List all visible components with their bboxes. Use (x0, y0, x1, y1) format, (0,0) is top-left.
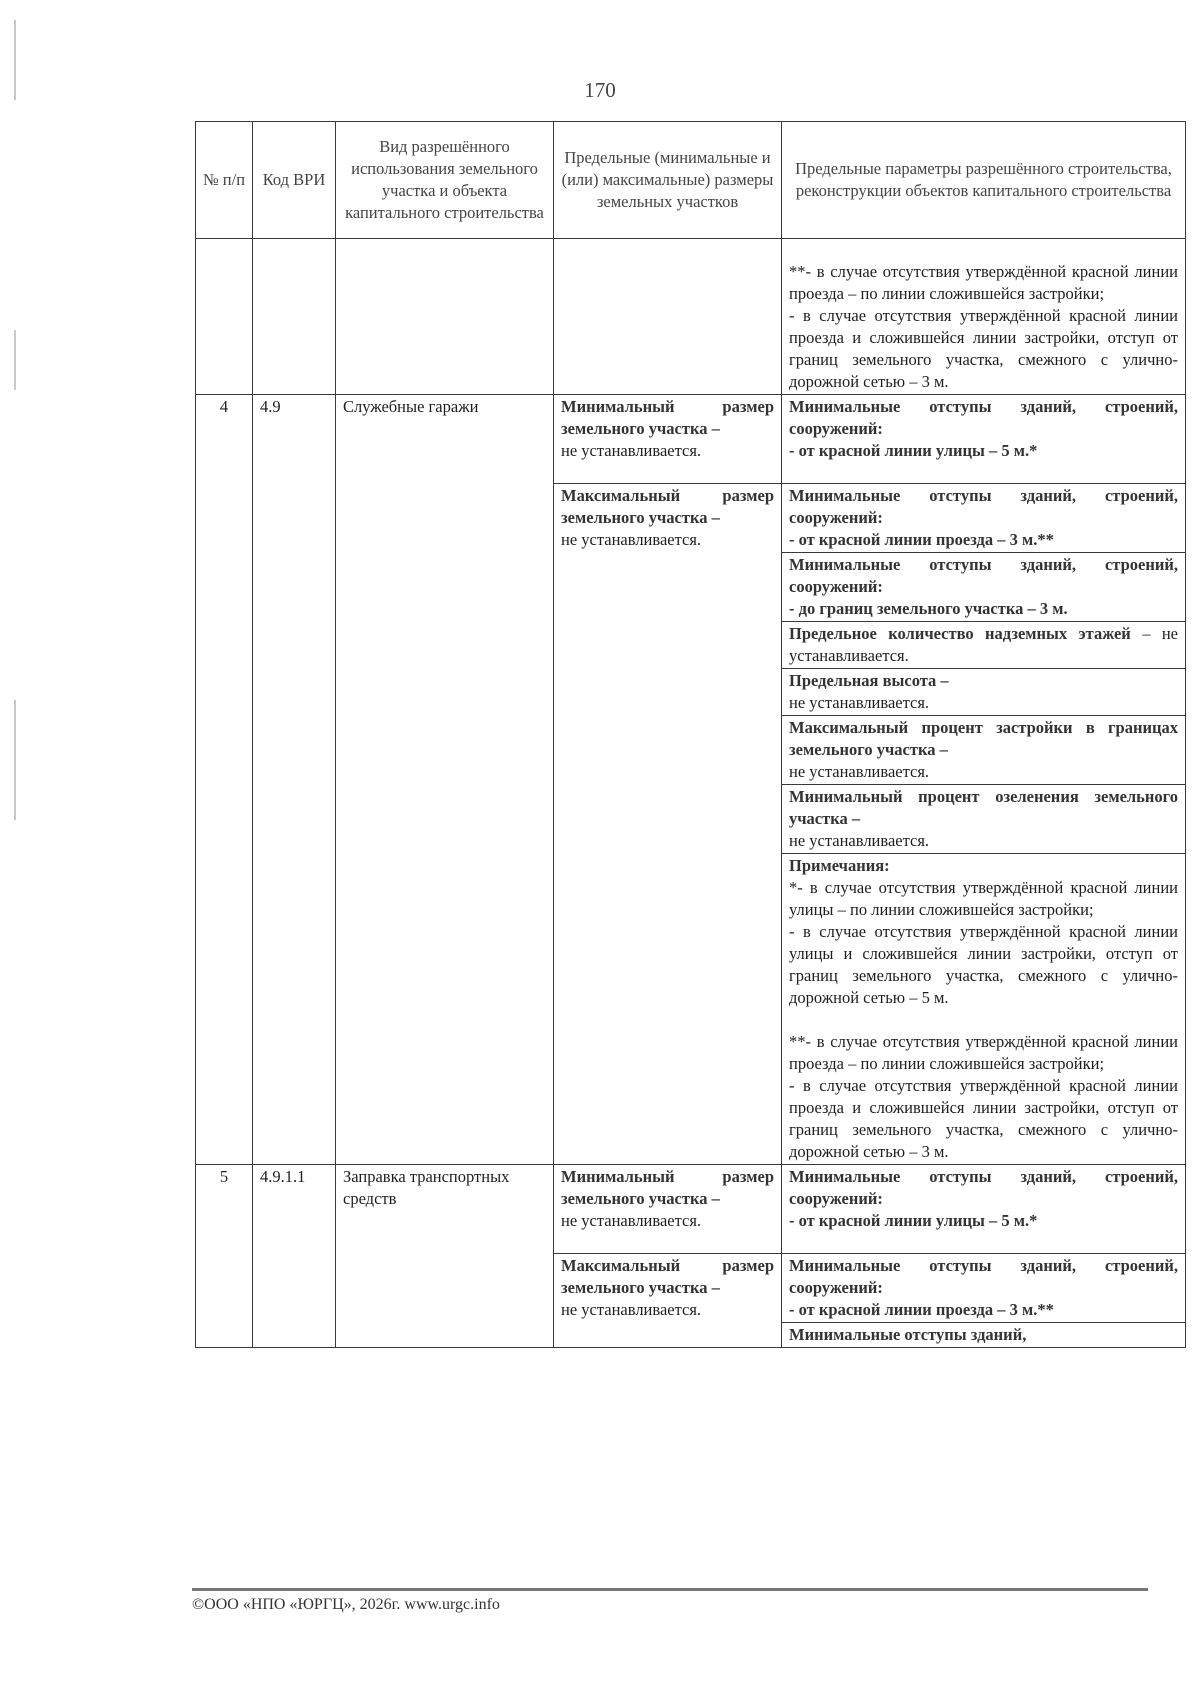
param-floors: Предельное количество надземных этажей – не устанавливается. (782, 622, 1186, 669)
header-size: Предельные (минимальные и (или) максимальные) размеры земельных участков (554, 122, 782, 239)
max-size-cell: Максимальный размер земельного участка – не устанавливается. (554, 484, 782, 1165)
note-text: - в случае отсутствия утверждённой красной линии проезда и сложившейся линии застройки, отступ от границ земельного участка, смежного с улично-дорожной сетью – 3 м. (789, 306, 1178, 391)
header-type: Вид разрешённого использования земельного участка и объекта капитального строительства (336, 122, 554, 239)
table-row (196, 395, 1186, 484)
param-setback-street: Минимальные отступы зданий, строений, сооружений: - от красной линии улицы – 5 м.* (782, 395, 1186, 484)
note-text: **- в случае отсутствия утверждённой красной линии проезда – по линии сложившейся застройки; (789, 262, 1178, 303)
param-setback-driveway: Минимальные отступы зданий, строений, сооружений: - от красной линии проезда – 3 м.** (782, 1254, 1186, 1323)
param-setback-driveway: Минимальные отступы зданий, строений, сооружений: - от красной линии проезда – 3 м.** (782, 484, 1186, 553)
min-size-cell: Минимальный размер земельного участка – не устанавливается. (554, 1165, 782, 1254)
footer-divider (192, 1588, 1148, 1591)
row-name: Заправка транспортных средств (336, 1165, 554, 1348)
header-code: Код ВРИ (253, 122, 336, 239)
param-setback-street: Минимальные отступы зданий, строений, сооружений: - от красной линии улицы – 5 м.* (782, 1165, 1186, 1254)
row-number: 4 (196, 395, 253, 1165)
footer-copyright: ©ООО «НПО «ЮРГЦ», 2026г. www.urgc.info (192, 1596, 500, 1613)
param-setback-border: Минимальные отступы зданий, строений, сооружений: - до границ земельного участка – 3 м. (782, 553, 1186, 622)
table-header-row (196, 122, 1186, 239)
header-num: № п/п (196, 122, 253, 239)
table-row (196, 1165, 1186, 1254)
continuation-notes (782, 239, 1186, 395)
row-code: 4.9.1.1 (253, 1165, 336, 1348)
param-min-greening: Минимальный процент озеленения земельного участка – не устанавливается. (782, 785, 1186, 854)
min-size-cell: Минимальный размер земельного участка – не устанавливается. (554, 395, 782, 484)
row-number: 5 (196, 1165, 253, 1348)
param-max-coverage: Максимальный процент застройки в границах земельного участка – не устанавливается. (782, 716, 1186, 785)
page-number: 170 (584, 78, 616, 102)
header-params: Предельные параметры разрешённого строительства, реконструкции объектов капитального строительства (782, 122, 1186, 239)
row-code: 4.9 (253, 395, 336, 1165)
scan-edge-mark (14, 700, 16, 820)
max-size-cell: Максимальный размер земельного участка – не устанавливается. (554, 1254, 782, 1348)
table-row-continuation (196, 239, 1186, 395)
zoning-table (195, 121, 1186, 1348)
param-setback-border-partial: Минимальные отступы зданий, (782, 1323, 1186, 1348)
row-name: Служебные гаражи (336, 395, 554, 1165)
notes-cell: Примечания: *- в случае отсутствия утверждённой красной линии улицы – по линии сложившейся застройки; - в случае отсутствия утверждённой красной линии улицы и сложившейся линии застройки, отступ от границ земельного участка, смежного с улично-дорожной сетью – 5 м. **- в случае отсутствия утверждённой красной линии проезда – по линии сложившейся застройки; - в случае отсутствия утверждённой красной линии проезда и сложившейся линии застройки, отступ от границ земельного участка, смежного с улично-дорожной сетью – 3 м. (782, 854, 1186, 1165)
scan-edge-mark (14, 330, 16, 390)
param-height: Предельная высота – не устанавливается. (782, 669, 1186, 716)
